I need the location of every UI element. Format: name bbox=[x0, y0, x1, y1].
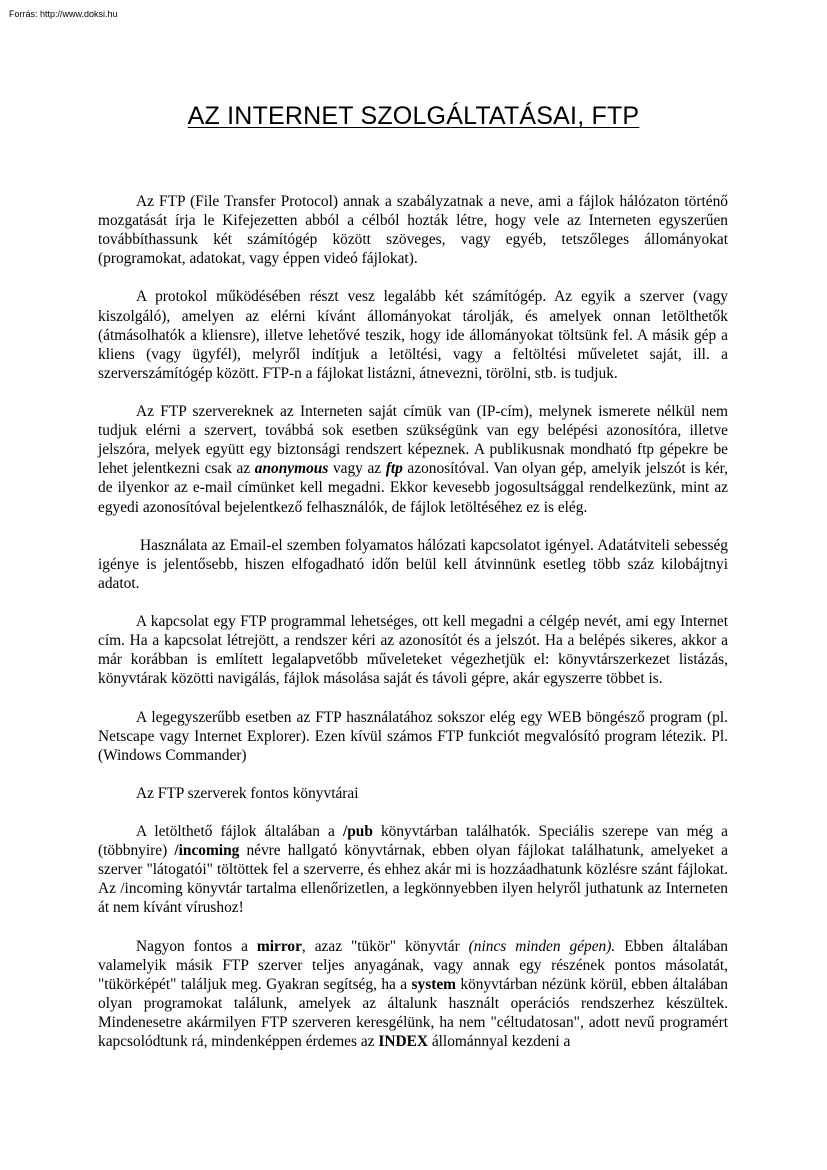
text-segment: állománnyal kezdeni a bbox=[427, 1033, 571, 1051]
mirror-note: (nincs minden gépen). bbox=[468, 937, 616, 955]
text-segment: azonosítóval. Van olyan gép, amelyik jelszót is kér, de ilyenkor az e-mail címünket kell megadni. Ekkor kevesebb jogosultsággal rendelkezünk, mint az egyedi azonosítóval bejelentkező felhasználók, de fájlok letöltéséhez ez is elég. bbox=[98, 460, 729, 516]
paragraph-mirror bbox=[98, 937, 728, 1052]
text-segment: névre hallgató könyvtárnak, ebben olyan fájlokat találhatunk, amelyeket a szerver "látogatói" töltöttek fel a szerverre, és ehhez akár mi is hozzáadhatunk közlésre szánt fájlokat. Az /incoming könyvtár tartalma ellenőrizetlen, a legkönnyebben ilyen helyről juthatunk az Interneten át nem kívánt vírushoz! bbox=[98, 842, 728, 917]
page-title: AZ INTERNET SZOLGÁLTATÁSAI, FTP bbox=[187, 102, 640, 130]
text-segment: vagy az bbox=[328, 460, 386, 478]
text-segment: , azaz "tükör" könyvtár bbox=[301, 937, 469, 955]
text-segment: könyvtárban találhatók. Speciális szerepe van még a (többnyire) bbox=[98, 823, 728, 860]
anonymous-term: anonymous bbox=[254, 460, 329, 478]
paragraph-usage: Használata az Email-el szemben folyamatos hálózati kapcsolatot igényel. Adatátviteli sebesség igénye is jelentősebb, hiszen elfogadható időn belül kell átvinnünk esetleg több száz kilobájtnyi adatot. bbox=[98, 536, 728, 592]
text-segment: A letölthető fájlok általában a bbox=[136, 823, 343, 841]
paragraph-browser: A legegyszerűbb esetben az FTP használatához sokszor elég egy WEB böngésző program (pl. Netscape vagy Internet Explorer). Ezen kívül számos FTP funkciót megvalósító program létezik. Pl. (Windows Commander) bbox=[98, 708, 728, 764]
text-segment: Ebben általában valamelyik másik FTP szerver teljes anyagának, vagy annak egy részének pontos másolatát, "tükörképét" találjuk meg. Gyakran segítség, ha a bbox=[98, 937, 729, 993]
document-body bbox=[98, 192, 728, 1070]
paragraph-ftp-intro: Az FTP (File Transfer Protocol) annak a szabályzatnak a neve, ami a fájlok hálózaton történő mozgatását írja le Kifejezetten abból a célból hozták létre, hogy vele az Interneten egyszerűen továbbíthassunk két számítógép között szöveges, vagy egyéb, tetszőleges állományokat (programokat, adatokat, vagy éppen videó fájlokat). bbox=[98, 193, 728, 268]
index-term: INDEX bbox=[378, 1033, 428, 1051]
mirror-term: mirror bbox=[256, 937, 302, 955]
incoming-term: /incoming bbox=[174, 842, 240, 860]
paragraph-servers bbox=[98, 402, 728, 517]
system-term: system bbox=[411, 975, 456, 993]
pub-term: /pub bbox=[342, 823, 373, 841]
paragraph-protocol: A protokol működésében részt vesz legalább két számítógép. Az egyik a szerver (vagy kiszolgáló), amelyen az elérni kívánt állományokat tárolják, és amelyek onnan letölthetők (átmásolhatók a kliensre), illetve lehetővé teszik, hogy ide állományokat töltsünk fel. A másik gép a kliens (vagy ügyfél), melyről indítjuk a letöltési, vagy a feltöltési műveletet saját, ill. a szerverszámítógép között. FTP-n a fájlokat listázni, átnevezni, törölni, stb. is tudjuk. bbox=[98, 288, 728, 382]
ftp-term: ftp bbox=[385, 460, 403, 478]
paragraph-connection: A kapcsolat egy FTP programmal lehetséges, ott kell megadni a célgép nevét, ami egy Internet cím. Ha a kapcsolat létrejött, a rendszer kéri az azonosítót és a jelszót. Ha a belépés sikeres, akkor a már korábban is említett legalapvetőbb műveleteket végezhetjük el: könyvtárszerkezet listázás, könyvtárak közötti navigálás, fájlok másolása saját és távoli gépre, akár egyszerre többet is. bbox=[98, 613, 728, 688]
text-segment: Az FTP szervereknek az Interneten saját címük van (IP-cím), melynek ismerete nélkül nem tudjuk elérni a szervert, továbbá sok esetben szükségünk van egy belépési azonosítóra, illetve jelszóra, melyek együtt egy biztonsági rendszert képeznek. A publikusnak mondható ftp gépekre be lehet jelentkezni csak az bbox=[98, 403, 728, 478]
text-segment: Nagyon fontos a bbox=[136, 937, 257, 955]
paragraph-pub-incoming bbox=[98, 822, 728, 917]
source-label: Forrás: http://www.doksi.hu bbox=[9, 9, 118, 19]
section-heading-directories: Az FTP szerverek fontos könyvtárai bbox=[136, 784, 359, 802]
text-segment: könyvtárban nézünk körül, ebben általában olyan programokat találunk, amelyek az általunk használt operációs rendszerhez készültek. Mindenesetre akármilyen FTP szerveren keresgélünk, ha nem "céltudatosan", adott nevű programért kapcsolódtunk rá, mindenképpen érdemes az bbox=[98, 975, 729, 1051]
